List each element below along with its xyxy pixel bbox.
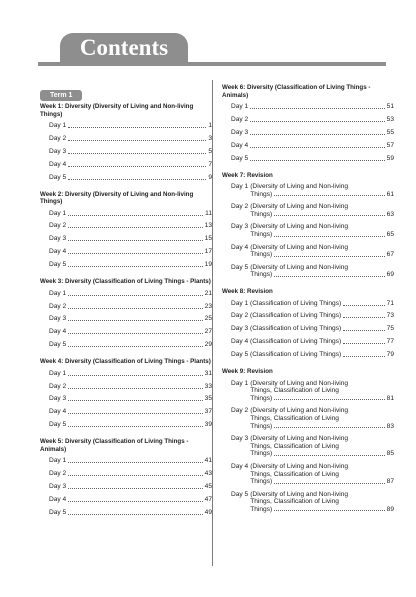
page-number: 49 (204, 508, 212, 516)
week-7 (222, 172, 394, 279)
page-number: 21 (204, 289, 212, 297)
dot-leader (68, 501, 202, 502)
entry-last-line (250, 191, 394, 199)
toc-entry[interactable] (231, 244, 394, 259)
entry-label: Day 4 (49, 328, 67, 336)
toc-entry[interactable] (49, 235, 212, 243)
toc-entry[interactable] (231, 338, 394, 346)
entry-label: Day 1 (Classification of Living Things) (231, 299, 342, 307)
entry-label: Day 2 (49, 222, 67, 230)
toc-entry[interactable] (49, 395, 212, 403)
page-number: 89 (386, 505, 394, 513)
entry-line: Things) (250, 422, 273, 430)
page-number: 35 (204, 395, 212, 403)
entry-line: (Diversity of Living and Non-living (250, 263, 349, 271)
page-number: 71 (386, 299, 394, 307)
page-number: 83 (386, 422, 394, 430)
entry-line: Things) (250, 190, 273, 198)
dot-leader (68, 227, 202, 228)
entry-label: Day 4 (Classification of Living Things) (231, 338, 342, 346)
entry-label: Day 5 (Classification of Living Things) (231, 351, 342, 359)
dot-leader (250, 121, 384, 122)
page-number: 79 (386, 351, 394, 359)
page-number: 67 (386, 251, 394, 259)
week-6 (222, 84, 394, 163)
week-8 (222, 288, 394, 359)
entry-day: Day 5 (231, 490, 249, 498)
page-number: 57 (386, 141, 394, 149)
dot-leader (343, 305, 384, 306)
dot-leader (68, 462, 202, 463)
entry-last-line (250, 450, 394, 458)
toc-entry[interactable] (49, 135, 212, 143)
dot-leader (68, 153, 206, 154)
toc-entry[interactable] (231, 491, 394, 514)
week-title: Week 2: Diversity (Diversity of Living and Non-living Things) (40, 190, 194, 206)
entry-label: Day 1 (231, 103, 249, 110)
entry-line: Things, Classification of Living (250, 470, 339, 478)
toc-entry[interactable] (49, 457, 212, 465)
toc-entry[interactable] (49, 261, 212, 269)
dot-leader (274, 236, 384, 237)
dot-leader (68, 333, 202, 334)
week-block (40, 278, 212, 349)
dot-leader (68, 320, 202, 321)
dot-leader (274, 455, 384, 456)
entry-body (250, 264, 394, 279)
dot-leader (250, 147, 384, 148)
page-number: 47 (204, 495, 212, 503)
entry-day: Day 4 (231, 243, 249, 251)
entry-label: Day 3 (49, 315, 67, 323)
page-number: 29 (204, 341, 212, 349)
toc-entry[interactable] (49, 122, 212, 130)
toc-entry[interactable] (49, 328, 212, 336)
toc-entry[interactable] (231, 312, 394, 320)
entry-day: Day 3 (231, 435, 249, 443)
entry-line: (Diversity of Living and Non-living (250, 407, 349, 415)
dot-leader (343, 356, 384, 357)
entry-label: Day 1 (49, 209, 67, 217)
dot-leader (274, 483, 384, 484)
entry-line: Things) (250, 505, 273, 513)
page-number: 27 (204, 328, 212, 336)
entry-body (250, 244, 394, 259)
entry-line: Things, Classification of Living (250, 387, 339, 395)
dot-leader (274, 215, 384, 216)
toc-entry[interactable] (231, 380, 394, 403)
toc-entry[interactable] (231, 183, 394, 198)
toc-entry[interactable] (231, 463, 394, 486)
entry-label: Day 1 (49, 122, 67, 129)
toc-entry[interactable] (49, 421, 212, 429)
entry-label: Day 3 (231, 128, 249, 136)
entry-line: Things) (250, 394, 273, 402)
dot-leader (68, 140, 206, 141)
dot-leader (250, 134, 384, 135)
toc-entry[interactable] (49, 383, 212, 391)
entry-line: (Diversity of Living and Non-living (250, 203, 349, 211)
week-block (40, 358, 212, 429)
page-number: 81 (386, 394, 394, 402)
dot-leader (68, 400, 202, 401)
entry-label: Day 1 (49, 289, 67, 297)
entry-label: Day 2 (49, 302, 67, 310)
entry-line: (Diversity of Living and Non-living (250, 490, 349, 498)
entry-line: Things) (250, 450, 273, 458)
toc-entry[interactable] (231, 435, 394, 458)
entry-label: Day 4 (49, 408, 67, 416)
entry-body (250, 203, 394, 218)
entry-label: Day 1 (49, 457, 67, 465)
toc-entry[interactable] (231, 300, 394, 308)
dot-leader (343, 343, 384, 344)
entry-body (250, 407, 394, 430)
entry-label: Day 5 (49, 421, 67, 429)
page-number: 45 (204, 483, 212, 491)
dot-leader (68, 240, 202, 241)
term-badge: Term 1 (40, 90, 82, 101)
entry-line: (Diversity of Living and Non-living (250, 462, 349, 470)
entry-label: Day 5 (49, 508, 67, 516)
page-number: 19 (204, 261, 212, 269)
left-column (40, 84, 212, 526)
entry-day: Day 1 (231, 379, 249, 387)
week-block (40, 438, 212, 517)
entry-body (250, 463, 394, 486)
page-number: 31 (204, 369, 212, 377)
week-title: Week 3: Diversity (Classification of Living Things - Plants) (40, 278, 211, 286)
entry-line: Things) (250, 251, 273, 259)
entry-day: Day 4 (231, 462, 249, 470)
contents-title: Contents (60, 33, 188, 63)
dot-leader (68, 127, 206, 128)
dot-leader (68, 514, 202, 515)
entry-label: Day 1 (49, 369, 67, 377)
page-number: 1 (208, 122, 212, 129)
dot-leader (274, 195, 384, 196)
dot-leader (274, 427, 384, 428)
dot-leader (274, 510, 384, 511)
toc-entry[interactable] (49, 341, 212, 349)
page-number: 17 (204, 248, 212, 256)
toc-entry[interactable] (49, 248, 212, 256)
toc-entry[interactable] (49, 315, 212, 323)
entry-label: Day 5 (49, 173, 67, 181)
dot-leader (343, 317, 384, 318)
entry-line: Things, Classification of Living (250, 498, 339, 506)
entry-day: Day 2 (231, 203, 249, 211)
entry-line: (Diversity of Living and Non-living (250, 223, 349, 231)
entry-line: Things, Classification of Living (250, 414, 339, 422)
page-number: 25 (204, 315, 212, 323)
page-number: 73 (386, 312, 394, 320)
page-number: 87 (386, 478, 394, 486)
entry-line: (Diversity of Living and Non-living (250, 435, 349, 443)
page-number: 77 (386, 338, 394, 346)
toc-entry[interactable] (49, 370, 212, 378)
page-number: 61 (386, 190, 394, 198)
entry-line: Things) (250, 210, 273, 218)
week-title: Week 5: Diversity (Classification of Living Things - Animals) (40, 438, 189, 453)
entry-last-line (250, 231, 394, 239)
week-9 (222, 368, 394, 513)
left-weeks-list (40, 103, 212, 517)
week-title: Week 6: Diversity (Classification of Living Things - Animals) (222, 84, 371, 99)
dot-leader (68, 253, 202, 254)
week-title: Week 8: Revision (222, 288, 273, 295)
toc-entry[interactable] (49, 470, 212, 478)
entry-line: Things) (250, 271, 273, 279)
toc-entry[interactable] (231, 129, 394, 137)
dot-leader (68, 388, 202, 389)
entry-day: Day 3 (231, 223, 249, 231)
week-title: Week 4: Diversity (Classification of Living Things - Plants) (40, 358, 211, 366)
dot-leader (343, 330, 384, 331)
entry-line: Things) (250, 231, 273, 239)
page-number: 3 (208, 134, 212, 142)
entry-body (250, 183, 394, 198)
entry-day: Day 2 (231, 407, 249, 415)
dot-leader (68, 295, 202, 296)
toc-entry[interactable] (49, 161, 212, 169)
page-number: 5 (208, 147, 212, 155)
page-number: 65 (386, 231, 394, 239)
dot-leader (68, 488, 202, 489)
week-block (40, 191, 212, 270)
dot-leader (68, 346, 202, 347)
toc-entry[interactable] (49, 496, 212, 504)
page-number: 59 (386, 154, 394, 162)
toc-entry[interactable] (231, 264, 394, 279)
entry-label: Day 4 (49, 160, 67, 168)
entry-body (250, 380, 394, 403)
week-title: Week 7: Revision (222, 171, 273, 179)
dot-leader (68, 215, 203, 216)
page-number: 51 (386, 103, 394, 110)
page-number: 43 (204, 470, 212, 478)
entry-label: Day 2 (49, 382, 67, 390)
entry-label: Day 3 (49, 483, 67, 491)
dot-leader (250, 160, 384, 161)
toc-entry[interactable] (49, 174, 212, 182)
page-number: 37 (204, 408, 212, 416)
entry-label: Day 3 (49, 395, 67, 403)
page-number: 69 (386, 271, 394, 279)
entry-body (250, 491, 394, 514)
entry-body (250, 223, 394, 238)
page-number: 41 (204, 457, 212, 465)
entry-day: Day 5 (231, 263, 249, 271)
entry-line: Things, Classification of Living (250, 442, 339, 450)
entry-label: Day 2 (231, 115, 249, 123)
entry-last-line (250, 251, 394, 259)
entry-last-line (250, 423, 394, 431)
toc-entry[interactable] (49, 290, 212, 298)
page-number: 39 (204, 421, 212, 429)
entry-label: Day 4 (49, 248, 67, 256)
column-divider (212, 80, 213, 566)
toc-entry[interactable] (231, 407, 394, 430)
week-title: Week 9: Revision (222, 368, 273, 376)
toc-entry[interactable] (49, 483, 212, 491)
toc-entry[interactable] (49, 303, 212, 311)
toc-entry[interactable] (231, 325, 394, 333)
entry-label: Day 5 (49, 341, 67, 349)
title-rule (38, 62, 386, 66)
page-number: 55 (386, 128, 394, 136)
page-number: 85 (386, 450, 394, 458)
toc-entry[interactable] (49, 210, 212, 218)
entry-label: Day 2 (49, 470, 67, 478)
toc-entry[interactable] (49, 148, 212, 156)
entry-label: Day 3 (49, 235, 67, 243)
entry-label: Day 2 (49, 134, 67, 142)
entry-label: Day 4 (231, 141, 249, 149)
dot-leader (274, 256, 384, 257)
dot-leader (68, 266, 202, 267)
page-number: 9 (208, 173, 212, 181)
page-number: 33 (204, 382, 212, 390)
toc-entry[interactable] (49, 408, 212, 416)
entry-last-line (250, 395, 394, 403)
entry-label: Day 2 (Classification of Living Things) (231, 312, 342, 320)
entry-label: Day 4 (49, 495, 67, 503)
entry-last-line (250, 506, 394, 514)
dot-leader (68, 308, 202, 309)
entry-label: Day 3 (Classification of Living Things) (231, 325, 342, 333)
entry-body (250, 435, 394, 458)
toc-entry[interactable] (231, 203, 394, 218)
entry-day: Day 1 (231, 183, 249, 191)
week-block (40, 103, 212, 182)
dot-leader (274, 399, 384, 400)
toc-entry[interactable] (231, 103, 394, 111)
toc-entry[interactable] (49, 222, 212, 230)
toc-entry[interactable] (231, 142, 394, 150)
dot-leader (68, 413, 202, 414)
entry-label: Day 3 (49, 147, 67, 155)
week-title: Week 1: Diversity (Diversity of Living and Non-living Things) (40, 103, 194, 118)
page-number: 63 (386, 210, 394, 218)
toc-entry[interactable] (231, 351, 394, 359)
entry-last-line (250, 271, 394, 279)
page-number: 23 (204, 302, 212, 310)
dot-leader (68, 179, 206, 180)
page-number: 11 (205, 209, 212, 217)
entry-line: Things) (250, 478, 273, 486)
entry-last-line (250, 211, 394, 219)
entry-line: (Diversity of Living and Non-living (250, 379, 349, 387)
dot-leader (68, 166, 206, 167)
entry-line: (Diversity of Living and Non-living (250, 183, 349, 191)
toc-entry[interactable] (231, 155, 394, 163)
entry-last-line (250, 478, 394, 486)
page-number: 53 (386, 115, 394, 123)
toc-entry[interactable] (49, 509, 212, 517)
right-column (222, 84, 394, 522)
page-number: 15 (204, 235, 212, 243)
page-number: 13 (204, 222, 212, 230)
toc-entry[interactable] (231, 116, 394, 124)
toc-entry[interactable] (231, 223, 394, 238)
entry-line: (Diversity of Living and Non-living (250, 243, 349, 251)
dot-leader (68, 475, 202, 476)
dot-leader (68, 375, 202, 376)
page-number: 75 (386, 325, 394, 333)
entry-label: Day 5 (231, 154, 249, 162)
page-number: 7 (208, 160, 212, 168)
dot-leader (68, 426, 202, 427)
entry-label: Day 5 (49, 261, 67, 269)
dot-leader (274, 276, 384, 277)
dot-leader (250, 108, 384, 109)
